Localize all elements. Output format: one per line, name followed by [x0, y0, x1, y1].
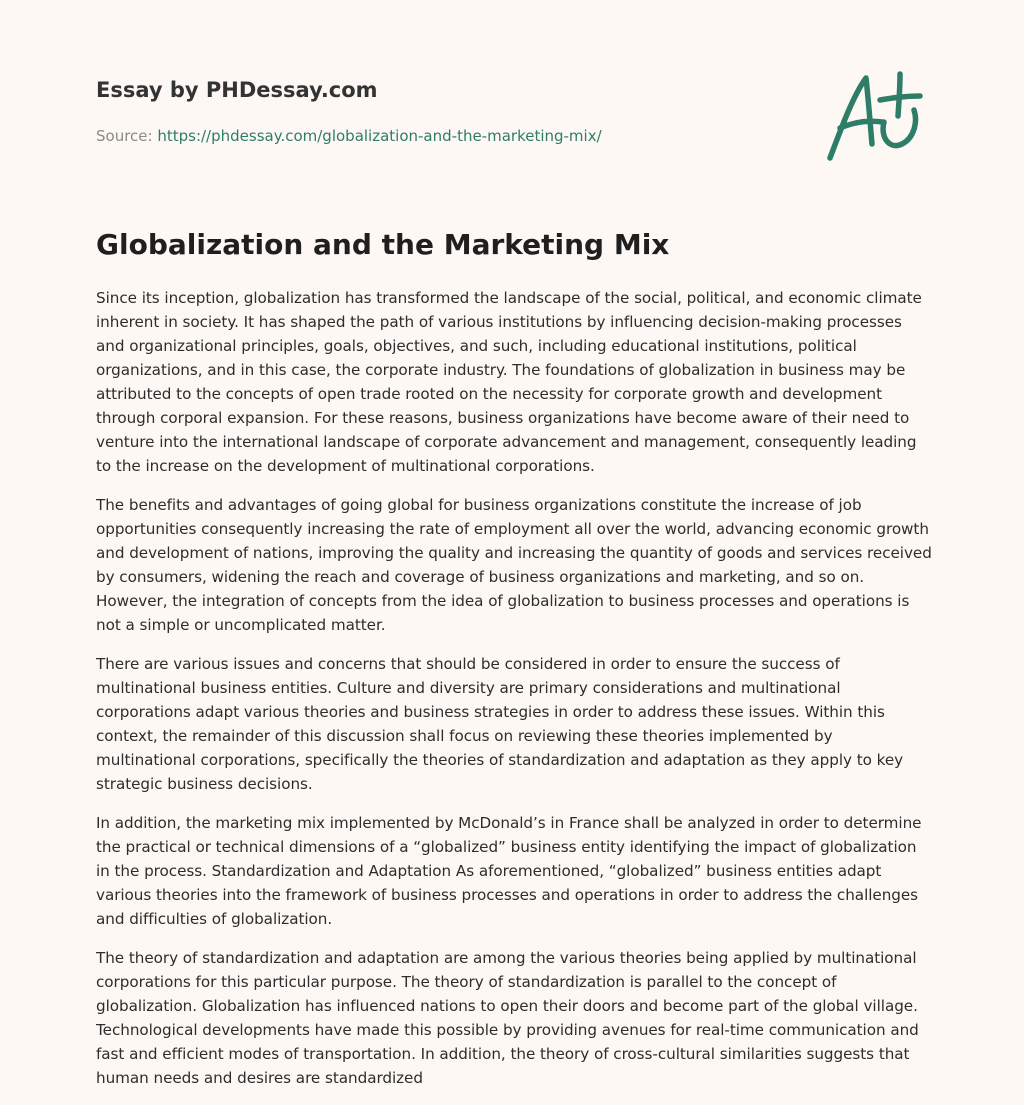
essay-paragraph: The benefits and advantages of going global for business organizations constitute the increase of job opportunities consequently increasing the rate of employment all over the world, advancing economic growth and development of nations, improving the quality and increasing the quantity of goods and services received by consumers, widening the reach and coverage of business organizations and marketing, and so on. However, the integration of concepts from the idea of globalization to business processes and operations is not a simple or uncomplicated matter. [96, 496, 932, 634]
source-link[interactable]: https://phdessay.com/globalization-and-the-marketing-mix/ [157, 127, 602, 145]
essay-content [96, 226, 932, 1105]
a-plus-logo-icon [820, 66, 930, 166]
essay-title: Globalization and the Marketing Mix [96, 228, 670, 261]
page-header [96, 76, 796, 146]
essay-paragraph: There are various issues and concerns that should be considered in order to ensure the success of multinational business entities. Culture and diversity are primary considerations and multinational corporations adapt various theories and business strategies in order to address these issues. Within this context, the remainder of this discussion shall focus on reviewing these theories implemented by multinational corporations, specifically the theories of standardization and adaptation as they apply to key strategic business decisions. [96, 655, 904, 793]
source-line [96, 126, 796, 146]
essay-paragraph: In addition, the marketing mix implemented by McDonald’s in France shall be analyzed in order to determine the practical or technical dimensions of a “globalized” business entity identifying the impact of globalization in the process. Standardization and Adaptation As aforementioned, “globalized” business entities adapt various theories into the framework of business processes and operations in order to address the challenges and difficulties of globalization. [96, 814, 922, 928]
essay-paragraph: Since its inception, globalization has transformed the landscape of the social, political, and economic climate inherent in society. It has shaped the path of various institutions by influencing decision-making processes and organizational principles, goals, objectives, and such, including educational institutions, political organizations, and in this case, the corporate industry. The foundations of globalization in business may be attributed to the concepts of open trade rooted on the necessity for corporate growth and development through corporal expansion. For these reasons, business organizations have become aware of their need to venture into the international landscape of corporate advancement and management, consequently leading to the increase on the development of multinational corporations. [96, 289, 922, 475]
essay-paragraph: The theory of standardization and adaptation are among the various theories being applied by multinational corporations for this particular purpose. The theory of standardization is parallel to the concept of globalization. Globalization has influenced nations to open their doors and become part of the global village. Technological developments have made this possible by providing avenues for real-time communication and fast and efficient modes of transportation. In addition, the theory of cross-cultural similarities suggests that human needs and desires are standardized [96, 949, 919, 1087]
brand-title: Essay by PHDessay.com [96, 78, 378, 102]
source-label: Source: [96, 127, 158, 145]
